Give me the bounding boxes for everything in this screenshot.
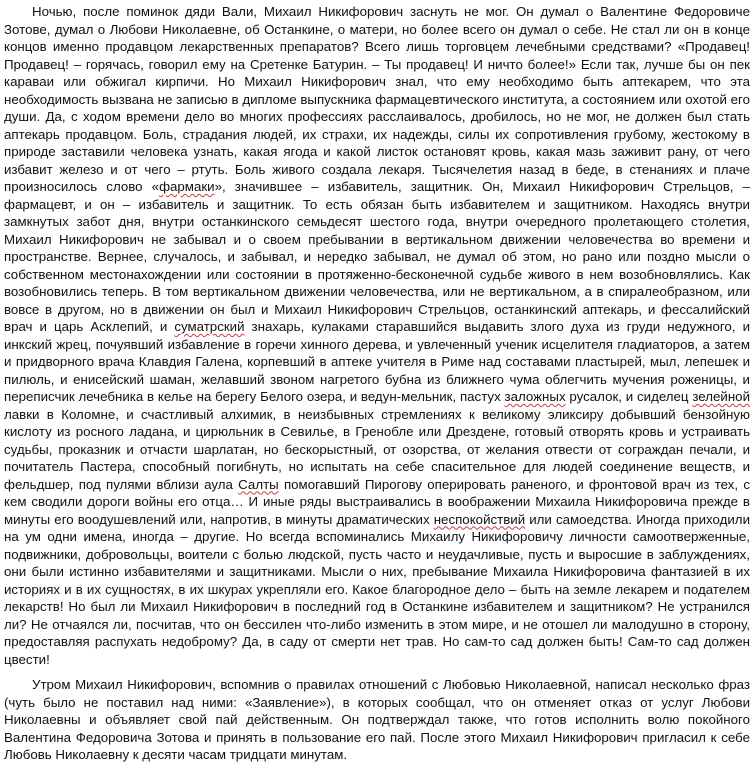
misspelled-word[interactable]: Салты bbox=[238, 476, 279, 492]
misspelled-word[interactable]: зелейной bbox=[692, 389, 750, 404]
text-run: Утром Михаил Никифорович, вспомнив о правилах отношений с Любовью Николаевной, написал несколько фраз (чуть было не поставил над ними: «Заявление»), в которых сообщал, что он отменяет отказ от услуг Любови Николаевны и объявляет свой пай действенным. Он подтверждал также, что готов исполнить волю покойного Валентина Федоровича Зотова и принять в пользование его пай. После этого Михаил Никифорович пригласил к себе Любовь Николаевну к десяти часам тридцати минутам. bbox=[4, 677, 750, 762]
misspelled-word[interactable]: фармаки bbox=[159, 179, 215, 194]
misspelled-word[interactable]: суматрский bbox=[174, 319, 245, 334]
paragraph-1 bbox=[4, 3, 750, 668]
document-page bbox=[4, 3, 750, 764]
text-run: помогавший Пирогову оперировать раненого, и фронтовой врач из тех, с кем сводили дороги войны его отца… И иные ряды выстраивались в воображении Михаила Никифоровича прежде в минуты его воодушевлений или, напротив, в минуты драматических bbox=[4, 476, 750, 527]
text-run: русалок, и сиделец bbox=[565, 389, 693, 404]
text-run: Ночью, после поминок дяди Вали, Михаил Никифорович заснуть не мог. Он думал о Валентине Федоровиче Зотове, думал о Любови Николаевне, об Останкине, о матери, но более всего он думал о себе. Не стал ли он в конце концов именно продавцом лекарственных препаратов? Всего лишь торговцем лечебными средствами? «Продавец! Продавец! – горячась, говорил ему на Сретенке Батурин. – Ты продавец! И ничто более!» Если так, лучше бы он пек караваи или обжигал кирпичи. Но Михаил Никифорович знал, что ему необходимо быть аптекарем, что эта необходимость вызвана не записью в дипломе выпускника фармацевтического института, а состоянием или охотой его души. Да, с ходом времени дело во многих профессиях расслаивалось, дробилось, но не мог, не должен был стать аптекарь продавцом. Боль, страдания людей, их страхи, их надежды, силы их сопротивления грубому, жестокому в природе заставили человека узнать, какая ягода и какой листок остановят кровь, какая мазь заживит рану, от чего избавит железо и от чего – ртуть. Боль живого создала лекаря. Тысячелетия назад в беде, в стенаниях и плаче произносилось слово « bbox=[4, 4, 750, 194]
text-run: или самоедства. Иногда приходили на ум одни имена, иногда – другие. Но всегда вспоминались Михаилу Никифоровичу личности самоотверженные, подвижники, добровольцы, воители с болью людской, пусть часто и неудачливые, пусть и выросшие в заблуждениях, они были истинно избавителями и защитниками. Мысли о них, пребывание Михаила Никифоровича фантазией в их историях и в их сущностях, в их шкурах укрепляли его. Какое благородное дело – быть на земле лекарем и подателем лекарств! Но был ли Михаил Никифорович в последний год в Останкине избавителем и защитником? Не устранился ли? Не отчаялся ли, посчитав, что он бессилен что-либо изменить в этом мире, и не отошел ли малодушно в сторону, предоставляя распухать недоброму? Да, в саду от смерти нет трав. Но сам-то сад должен быть! Сам-то сад должен цвести! bbox=[4, 511, 750, 667]
text-run: лавки в Коломне, и счастливый алхимик, в неизбывных стремлениях к великому эликсиру добывший бензойную кислоту из росного ладана, и цирюльник в Севилье, в Гренобле или Дрездене, готовый отворять кровь и устраивать судьбы, проказник и отчасти шарлатан, но бескорыстный, от озорства, от желания отвести от сограждан печали, и почитатель Пастера, способный погибнуть, но испытать на себе спасительное для людей соединение веществ, и фельдшер, под пулями вблизи аула bbox=[4, 406, 750, 492]
misspelled-word[interactable]: неспокойствий bbox=[433, 511, 526, 527]
paragraph-2 bbox=[4, 676, 750, 764]
text-run: знахарь, кулаками старавшийся выдавить злого духа из груди недужного, и инкский жрец, почуявший избавление в горечи хинного дерева, и увлеченный ученик исцелителя гладиаторов, а затем и придворного врача Клавдия Галена, корпевший в аптеке учителя в Риме над составами пластырей, мыл, лепешек и пилюль, и енисейский шаман, желавший звоном нагретого бубна из ближнего чума облегчить мучения роженицы, и переписчик лечебника в келье на берегу Белого озера, и ведун-мельник, пастух bbox=[4, 319, 750, 404]
text-run: », значившее – избавитель, защитник. Он, Михаил Никифорович Стрельцов, – фармацевт, и он – избавитель и защитник. То есть обязан быть избавителем и защитником. Находясь внутри замкнутых забот дня, внутри останкинского семьдесят шестого года, внутри очередного пролетающего столетия, Михаил Никифорович не забывал и о своем пребывании в вертикальном движении человечества во времени и пространстве. Вернее, случалось, и забывал, и нередко забывал, не думал об этом, но рано или поздно мысли о собственном местонахождении или состоянии в протяженно-бесконечной судьбе живого в нем возобновлялись. Как возобновились теперь. В том вертикальном движении человечества, или не вертикальном, а в спиралеобразном, или вовсе в другом, но в движении он был и Михаил Никифорович Стрельцов, останкинский аптекарь, и фессалийский врач и царь Асклепий, и bbox=[4, 179, 750, 334]
misspelled-word[interactable]: заложных bbox=[504, 389, 566, 404]
